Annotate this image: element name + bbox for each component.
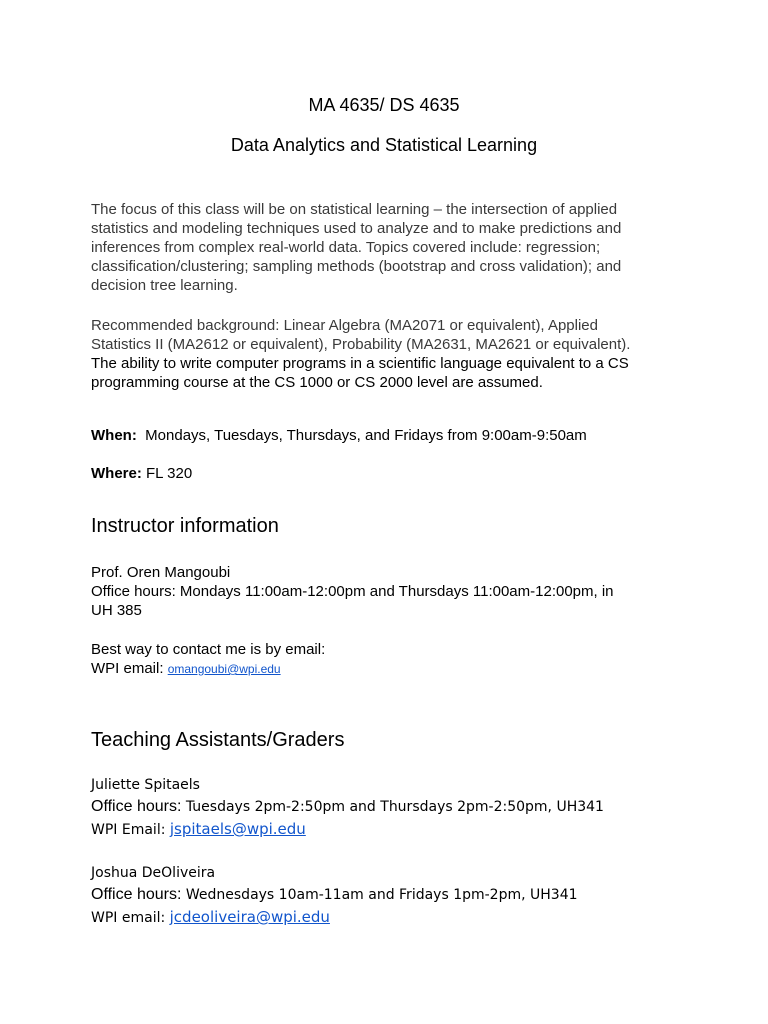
ta-email-row	[91, 908, 330, 928]
email-label: WPI email:	[91, 660, 168, 677]
where-label: Where:	[91, 465, 142, 482]
focus-line: decision tree learning.	[91, 277, 238, 294]
when-label: When:	[91, 427, 137, 444]
instructor-email-row	[91, 659, 281, 679]
where-value: FL 320	[146, 465, 193, 482]
instructor-name: Prof. Oren Mangoubi	[91, 564, 231, 581]
ta-email-link[interactable]: jcdeoliveira@wpi.edu	[169, 908, 330, 926]
ta-office-hours	[91, 797, 604, 817]
office-hours-label: Office hours:	[91, 798, 182, 815]
instructor-heading: Instructor information	[91, 515, 279, 537]
instructor-office-hours: Office hours: Mondays 11:00am-12:00pm and Thursdays 11:00am-12:00pm, in	[91, 583, 614, 600]
instructor-email-link[interactable]: omangoubi@wpi.edu	[167, 662, 281, 676]
focus-line: The focus of this class will be on statistical learning – the intersection of applied	[91, 201, 618, 218]
ta-email-link[interactable]: jspitaels@wpi.edu	[169, 820, 306, 838]
office-hours-label: Office hours:	[91, 886, 182, 903]
course-title: Data Analytics and Statistical Learning	[230, 135, 538, 155]
focus-line: statistics and modeling techniques used to analyze and to make predictions and	[91, 220, 622, 237]
where-row	[91, 464, 192, 483]
course-code: MA 4635/ DS 4635	[308, 95, 460, 115]
ta-office-hours	[91, 885, 578, 905]
ta-email-row	[91, 820, 306, 840]
instructor-office-location: UH 385	[91, 602, 142, 619]
ta-name: Juliette Spitaels	[91, 777, 200, 793]
focus-line: classification/clustering; sampling methods (bootstrap and cross validation); and	[91, 258, 622, 275]
ta-name: Joshua DeOliveira	[91, 865, 216, 881]
background-line: Recommended background: Linear Algebra (MA2071 or equivalent), Applied	[91, 317, 598, 334]
background-line: Statistics II (MA2612 or equivalent), Probability (MA2631, MA2621 or equivalent).	[91, 336, 631, 353]
when-row	[91, 426, 587, 445]
focus-line: inferences from complex real-world data. Topics covered include: regression;	[91, 239, 601, 256]
office-hours-value: Tuesdays 2pm-2:50pm and Thursdays 2pm-2:50pm, UH341	[185, 799, 604, 815]
background-line: The ability to write computer programs in a scientific language equivalent to a CS	[91, 355, 629, 372]
ta-heading: Teaching Assistants/Graders	[91, 729, 345, 751]
contact-line: Best way to contact me is by email:	[91, 641, 326, 658]
when-value: Mondays, Tuesdays, Thursdays, and Fridays from 9:00am-9:50am	[145, 427, 587, 444]
email-label: WPI email:	[91, 910, 170, 926]
email-label: WPI Email:	[91, 822, 170, 838]
background-line: programming course at the CS 1000 or CS 2000 level are assumed.	[91, 374, 543, 391]
office-hours-value: Wednesdays 10am-11am and Fridays 1pm-2pm, UH341	[185, 887, 578, 903]
